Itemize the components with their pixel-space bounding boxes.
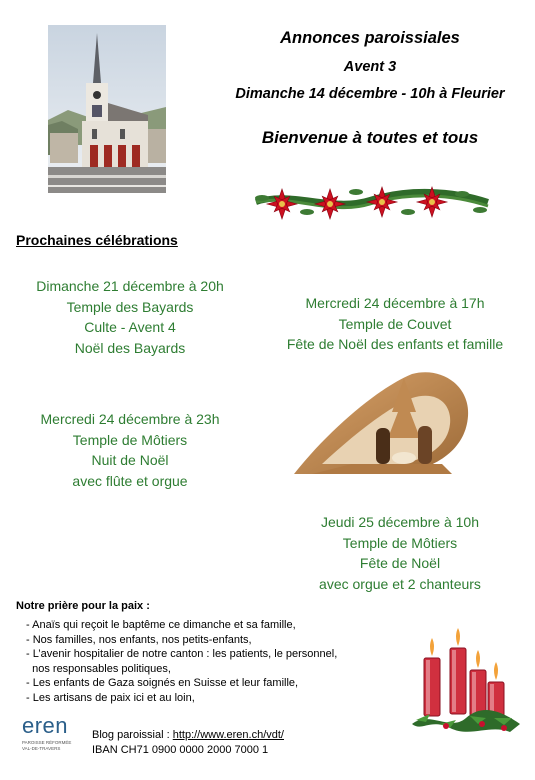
service-date-line: Dimanche 14 décembre - 10h à Fleurier	[235, 86, 505, 102]
celebration-block	[20, 276, 240, 358]
celebration-block	[20, 409, 240, 491]
prayer-list	[26, 618, 396, 706]
section-title: Prochaines célébrations	[16, 232, 178, 248]
celebration-line: Fête de Noël	[359, 555, 441, 571]
church-photo	[48, 25, 166, 193]
prayer-line: - Les artisans de paix ici et au loin,	[26, 691, 195, 704]
celebration-line: Noël des Bayards	[74, 339, 186, 356]
celebration-line: Temple de Môtiers	[342, 534, 458, 551]
celebration-line: Mercredi 24 décembre à 23h	[40, 411, 220, 427]
prayer-line: - Nos familles, nos enfants, nos petits-enfants,	[26, 633, 252, 646]
celebration-line: Jeudi 25 décembre à 10h	[321, 514, 479, 530]
blog-line	[92, 729, 284, 741]
celebration-line: Temple des Bayards	[66, 298, 194, 315]
welcome-line: Bienvenue à toutes et tous	[261, 128, 479, 147]
celebration-block	[290, 512, 510, 594]
prayer-title: Notre prière pour la paix :	[16, 600, 150, 612]
advent-candles-image	[410, 628, 522, 740]
celebration-line: Fête de Noël des enfants et famille	[286, 336, 504, 352]
celebration-line: Dimanche 21 décembre à 20h	[36, 278, 224, 294]
eren-logo	[22, 714, 84, 758]
logo-tagline-1: PAROISSE RÉFORMÉE	[22, 740, 72, 745]
announcement-title: Annonces paroissiales	[280, 29, 460, 47]
celebration-line: avec flûte et orgue	[72, 472, 188, 489]
iban-line: IBAN CH71 0900 0000 2000 7000 1	[92, 744, 269, 756]
prayer-line: - L’avenir hospitalier de notre canton : les patients, le personnel,	[26, 648, 338, 661]
celebration-line: Mercredi 24 décembre à 17h	[305, 295, 485, 311]
logo-tagline-2: VAL-DE-TRAVERS	[22, 746, 61, 751]
celebration-line: avec orgue et 2 chanteurs	[319, 575, 481, 592]
poinsettia-garland-image	[252, 172, 490, 230]
prayer-line: - Les enfants de Gaza soignés en Suisse et leur famille,	[26, 677, 299, 690]
blog-label: Blog paroissial :	[92, 729, 173, 741]
prayer-line: nos responsables politiques,	[26, 662, 171, 675]
prayer-line: - Anaïs qui reçoit le baptême ce dimanche et sa famille,	[26, 619, 296, 631]
logo-wordmark: eren	[22, 713, 69, 738]
nativity-carving-image	[292, 366, 472, 480]
celebration-block	[270, 293, 520, 355]
celebration-line: Culte - Avent 4	[84, 319, 176, 335]
celebration-line: Temple de Môtiers	[72, 431, 188, 448]
blog-link[interactable]: http://www.eren.ch/vdt/	[172, 729, 284, 741]
celebration-line: Temple de Couvet	[338, 315, 452, 332]
celebration-line: Nuit de Noël	[91, 452, 169, 468]
advent-subtitle: Avent 3	[343, 59, 397, 75]
